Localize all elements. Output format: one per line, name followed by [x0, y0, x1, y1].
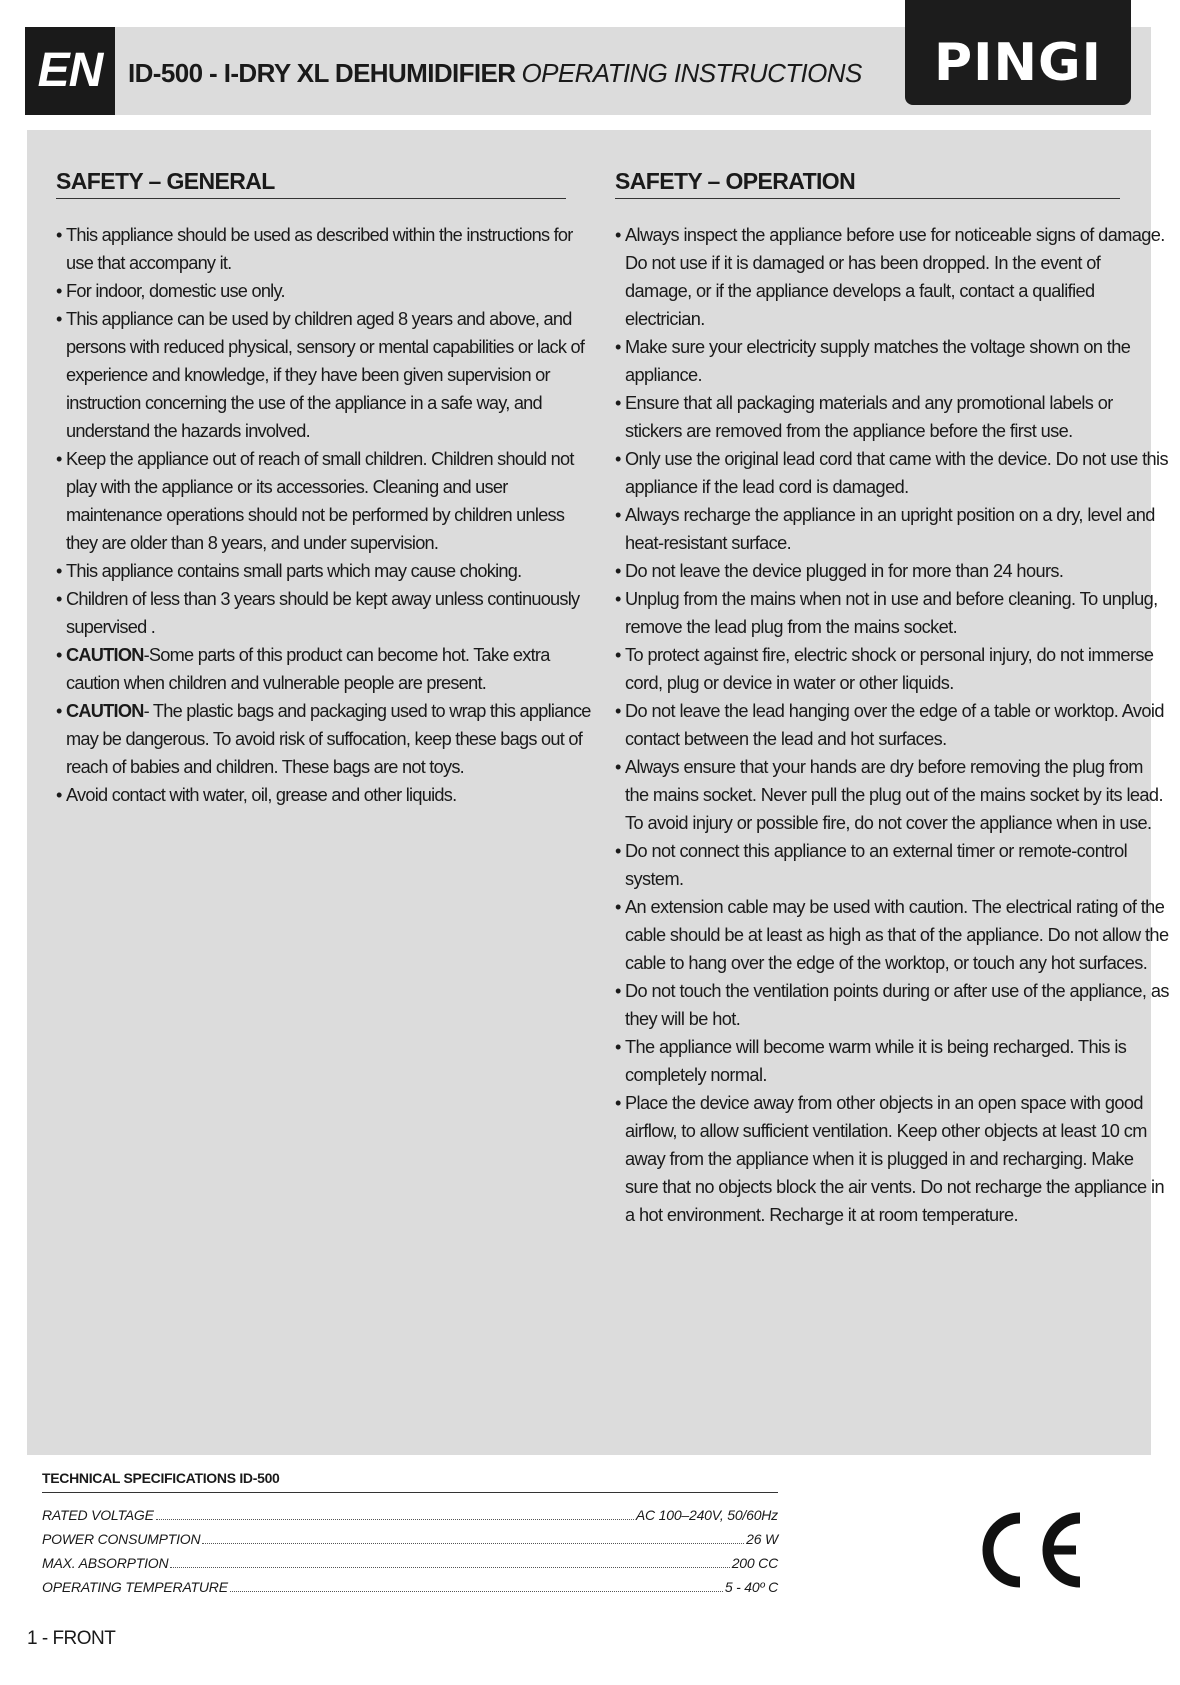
list-item: • Avoid contact with water, oil, grease and other liquids. [56, 781, 596, 809]
language-badge: EN [25, 27, 115, 115]
section-title: SAFETY – OPERATION [615, 166, 1120, 199]
list-item: • The appliance will become warm while it is being recharged. This is completely normal. [615, 1033, 1170, 1089]
document-type: OPERATING INSTRUCTIONS [521, 58, 862, 88]
leader-dots [230, 1591, 723, 1592]
spec-label: POWER CONSUMPTION [42, 1531, 201, 1547]
spec-row [42, 1551, 778, 1575]
list-item: • Place the device away from other objects in an open space with good airflow, to allow sufficient ventilation. Keep other objects at least 10 cm away from the appliance when it is plugged in and recharging. Make sure that no objects block the air vents. Do not recharge the appliance in a hot environment. Recharge it at room temperature. [615, 1089, 1170, 1229]
list-item: • This appliance should be used as described within the instructions for use that accompany it. [56, 221, 596, 277]
specs-title: TECHNICAL SPECIFICATIONS ID-500 [42, 1470, 778, 1493]
list-item: • Ensure that all packaging materials and any promotional labels or stickers are removed from the appliance before the first use. [615, 389, 1170, 445]
spec-value: 26 W [746, 1531, 778, 1547]
caution-label: CAUTION [66, 701, 144, 721]
product-name: ID-500 - I-DRY XL DEHUMIDIFIER [128, 58, 516, 88]
section-title: SAFETY – GENERAL [56, 166, 566, 199]
list-item: • For indoor, domestic use only. [56, 277, 596, 305]
document-title [128, 56, 862, 90]
safety-general-section [56, 166, 596, 809]
content-panel [27, 130, 1169, 1455]
safety-general-list [56, 221, 596, 809]
list-item: • Children of less than 3 years should be kept away unless continuously supervised . [56, 585, 596, 641]
list-item: • Make sure your electricity supply matches the voltage shown on the appliance. [615, 333, 1170, 389]
technical-specifications [42, 1470, 778, 1599]
list-item: • An extension cable may be used with caution. The electrical rating of the cable should be at least as high as that of the appliance. Do not allow the cable to hang over the edge of the worktop, or touch any hot surfaces. [615, 893, 1170, 977]
list-item: • Always ensure that your hands are dry before removing the plug from the mains socket. Never pull the plug out of the mains socket by its lead. To avoid injury or possible fire, do not cover the appliance when in use. [615, 753, 1170, 837]
spec-value: 200 CC [731, 1555, 778, 1571]
leader-dots [156, 1519, 634, 1520]
list-item: • Do not touch the ventilation points during or after use of the appliance, as they will be hot. [615, 977, 1170, 1033]
ce-mark-icon [970, 1510, 1085, 1590]
list-item: • To protect against fire, electric shock or personal injury, do not immerse cord, plug or device in water or other liquids. [615, 641, 1170, 697]
spec-value: AC 100–240V, 50/60Hz [635, 1507, 778, 1523]
list-item: • Do not connect this appliance to an external timer or remote-control system. [615, 837, 1170, 893]
list-item: • CAUTION-Some parts of this product can become hot. Take extra caution when children and vulnerable people are present. [56, 641, 596, 697]
leader-dots [202, 1543, 744, 1544]
safety-operation-section [615, 166, 1170, 1229]
list-item: • Do not leave the lead hanging over the edge of a table or worktop. Avoid contact between the lead and hot surfaces. [615, 697, 1170, 753]
list-item: • Always inspect the appliance before use for noticeable signs of damage. Do not use if it is damaged or has been dropped. In the event of damage, or if the appliance develops a fault, contact a qualified electrician. [615, 221, 1170, 333]
spec-row [42, 1575, 778, 1599]
safety-operation-list [615, 221, 1170, 1229]
spec-label: OPERATING TEMPERATURE [42, 1579, 228, 1595]
list-item: • This appliance can be used by children aged 8 years and above, and persons with reduced physical, sensory or mental capabilities or lack of experience and knowledge, if they have been given supervision or instruction concerning the use of the appliance in a safe way, and understand the hazards involved. [56, 305, 596, 445]
list-item: • CAUTION- The plastic bags and packaging used to wrap this appliance may be dangerous. To avoid risk of suffocation, keep these bags out of reach of babies and children. These bags are not toys. [56, 697, 596, 781]
list-item: • Do not leave the device plugged in for more than 24 hours. [615, 557, 1170, 585]
list-item: • This appliance contains small parts which may cause choking. [56, 557, 596, 585]
list-item: • Keep the appliance out of reach of small children. Children should not play with the appliance or its accessories. Cleaning and user maintenance operations should not be performed by children unless they are older than 8 years, and under supervision. [56, 445, 596, 557]
spec-value: 5 - 40º C [724, 1579, 778, 1595]
list-item: • Unplug from the mains when not in use and before cleaning. To unplug, remove the lead plug from the mains socket. [615, 585, 1170, 641]
spec-label: RATED VOLTAGE [42, 1507, 154, 1523]
spec-row [42, 1527, 778, 1551]
list-item: • Only use the original lead cord that came with the device. Do not use this appliance if the lead cord is damaged. [615, 445, 1170, 501]
spec-label: MAX. ABSORPTION [42, 1555, 169, 1571]
spec-row [42, 1503, 778, 1527]
caution-label: CAUTION [66, 645, 144, 665]
list-item: • Always recharge the appliance in an upright position on a dry, level and heat-resistant surface. [615, 501, 1170, 557]
page-number: 1 - FRONT [27, 1628, 116, 1649]
brand-logo: PINGI [905, 0, 1131, 105]
leader-dots [170, 1567, 729, 1568]
